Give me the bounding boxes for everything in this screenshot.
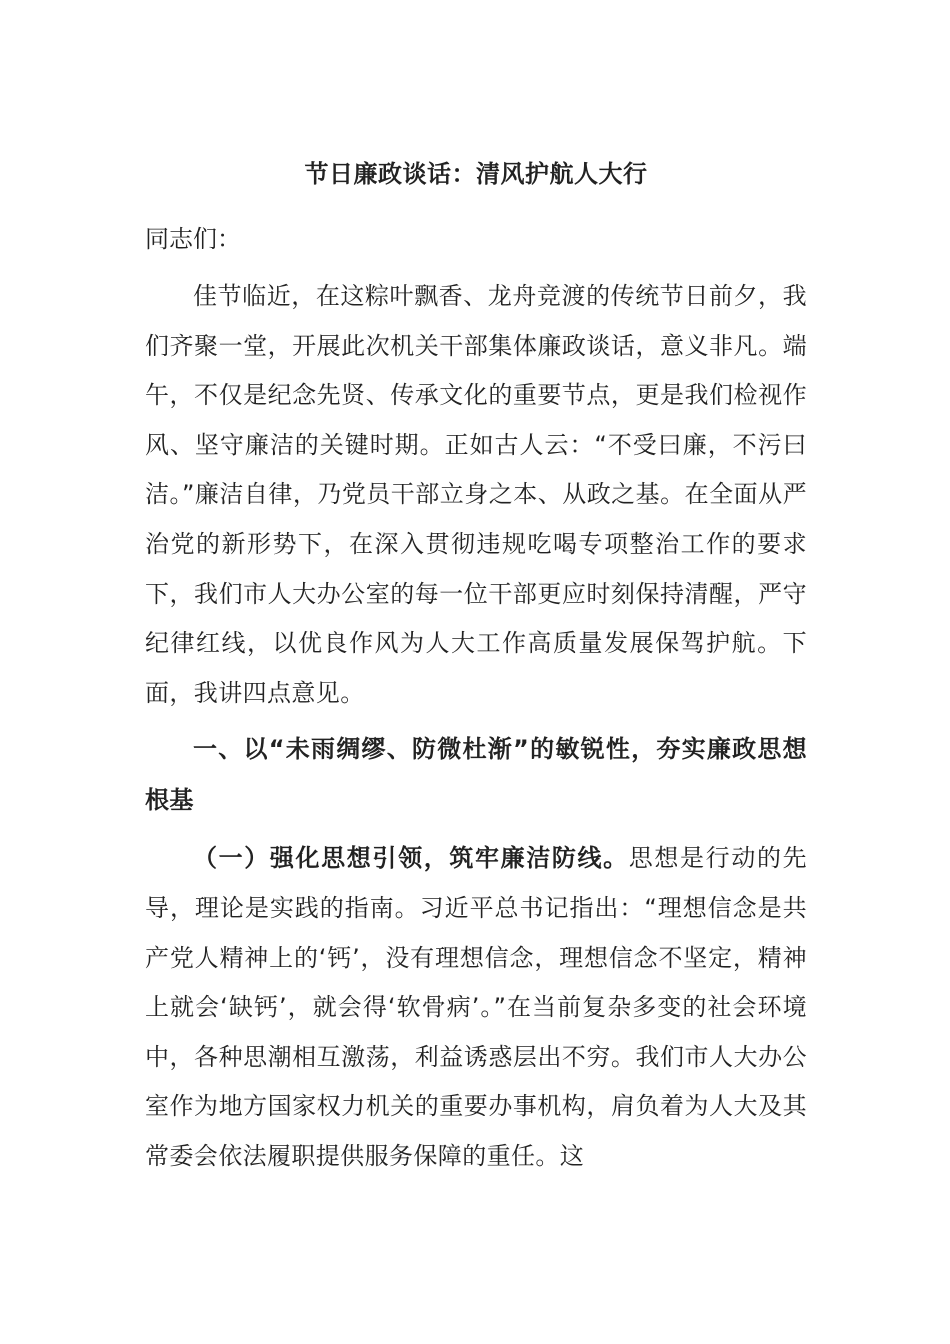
subsection-1-heading: （一）强化思想引领，筑牢廉洁防线。: [193, 844, 629, 873]
salutation: 同志们：: [145, 225, 241, 253]
section-1-heading: 一、以“未雨绸缪、防微杜渐”的敏锐性，夯实廉政思想根基: [145, 735, 807, 815]
subsection-1-body: 思想是行动的先导，理论是实践的指南。习近平总书记指出：“理想信念是共产党人精神上的‘钙’，没有理想信念，理想信念不坚定，精神上就会‘缺钙’，就会得‘软骨病’。”在当前复杂多变的社会环境中，各种思潮相互激荡，利益诱惑层出不穷。我们市人大办公室作为地方国家权力机关的重要办事机构，肩负着为人大及其常委会依法履职提供服务保障的重任。这: [145, 844, 807, 1170]
intro-paragraph: 佳节临近，在这粽叶飘香、龙舟竞渡的传统节日前夕，我们齐聚一堂，开展此次机关干部集体廉政谈话，意义非凡。端午，不仅是纪念先贤、传承文化的重要节点，更是我们检视作风、坚守廉洁的关键时期。正如古人云：“不受曰廉，不污曰洁。”廉洁自律，乃党员干部立身之本、从政之基。在全面从严治党的新形势下，在深入贯彻违规吃喝专项整治工作的要求下，我们市人大办公室的每一位干部更应时刻保持清醒，严守纪律红线，以优良作风为人大工作高质量发展保驾护航。下面，我讲四点意见。: [145, 282, 807, 707]
document-body: [145, 152, 807, 1188]
document-title: 节日廉政谈话：清风护航人大行: [304, 160, 648, 188]
subsection-1-paragraph: [145, 834, 807, 1181]
